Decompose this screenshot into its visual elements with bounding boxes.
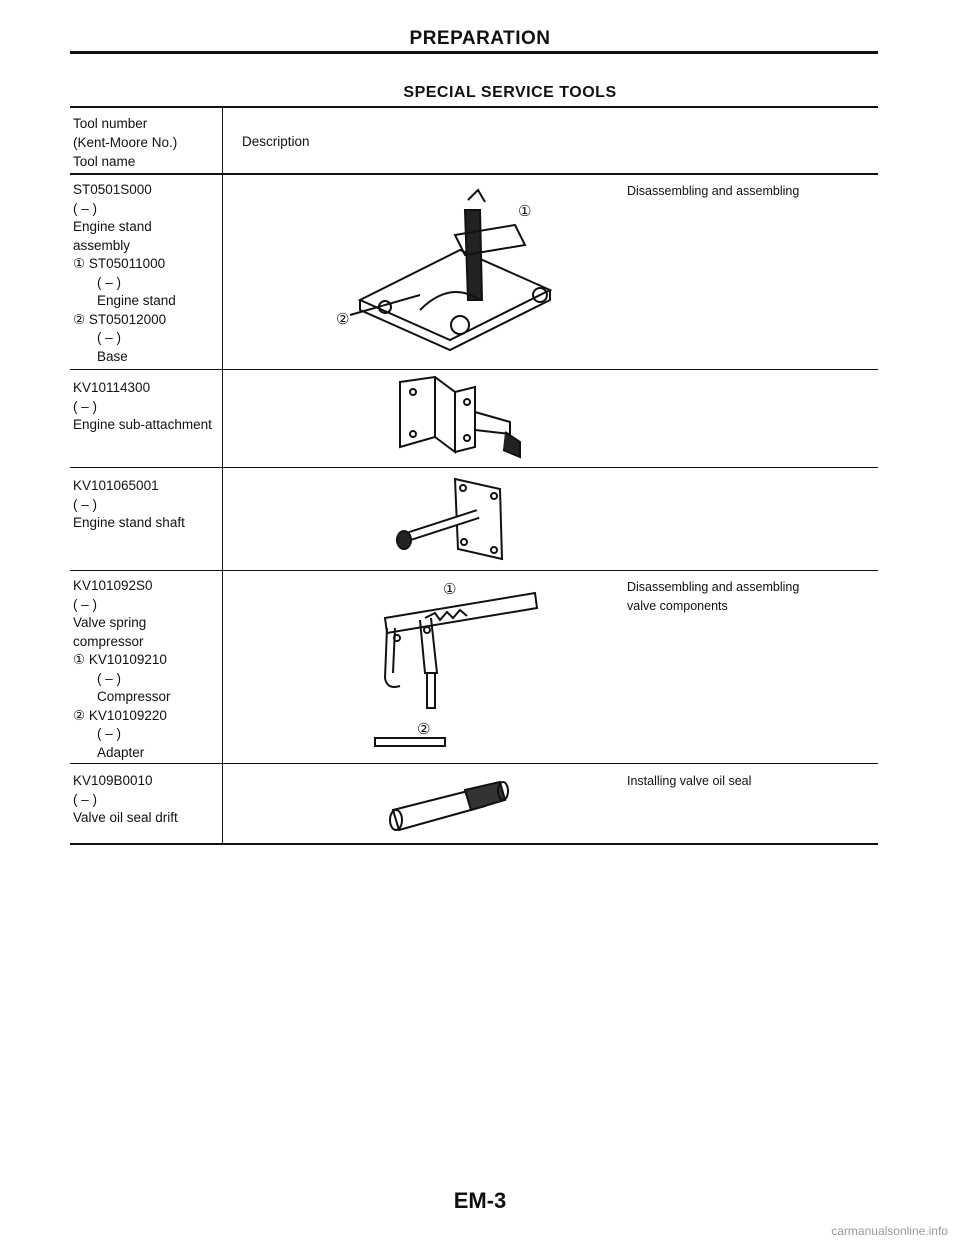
callout-1: ① [443,580,457,598]
kent-moore-number: ( – ) [73,596,98,612]
row-divider [70,467,878,468]
tool-name: compressor [73,633,144,649]
table-bottom-rule [70,843,878,845]
kent-moore-number: ( – ) [73,791,98,807]
valve-spring-compressor-illustration [365,578,545,748]
callout-2: ② [336,310,350,328]
callout-1: ① [518,202,532,220]
sub-tool-name: Adapter [97,744,145,760]
tool-name: Engine sub-attachment [73,417,212,432]
kent-moore-number: ( – ) [73,398,98,414]
tool-name: Valve spring [73,615,147,630]
description-text: Disassembling and assembling [627,184,800,198]
row-divider [70,570,878,571]
description-text [627,578,799,616]
kent-moore-number: ( – ) [73,200,98,216]
section-title: SPECIAL SERVICE TOOLS [403,84,617,101]
kent-moore-number: ( – ) [97,274,122,290]
description-line: valve components [627,599,728,613]
sub-tool-number: ② KV10109220 [73,707,167,723]
watermark: carmanualsonline.info [831,1224,948,1238]
kent-moore-number: ( – ) [97,726,122,741]
sub-attachment-illustration [395,372,535,462]
tool-name: Engine stand [73,219,152,234]
tool-number: ST0501S000 [73,182,152,197]
tool-number: KV10114300 [73,380,151,395]
tool-cell-engine-sub-attachment [73,379,212,435]
sub-tool-number: ① ST05011000 [73,256,166,271]
sub-tool-name: Compressor [97,689,171,704]
sub-tool-name: Base [97,348,128,364]
sub-tool-number: ① KV10109210 [73,652,167,667]
tool-cell-valve-oil-seal-drift [73,772,178,828]
header-rule [70,173,878,175]
kent-moore-number: ( – ) [97,330,122,345]
column-header-tool [73,114,177,171]
row-divider [70,763,878,764]
page-number: EM-3 [453,1188,507,1213]
title-rule [70,51,878,54]
header-tool-name: Tool name [73,154,136,169]
tool-name: Valve oil seal drift [73,810,178,825]
row-divider [70,369,878,370]
engine-stand-illustration [300,190,560,360]
tool-number: KV101065001 [73,478,159,493]
tool-name: assembly [73,237,131,253]
callout-2: ② [417,720,431,738]
column-divider [222,106,223,844]
sub-tool-name: Engine stand [97,293,176,308]
header-kent-moore: (Kent-Moore No.) [73,135,178,150]
tool-cell-engine-stand-shaft [73,477,185,533]
stand-shaft-illustration [390,474,520,564]
sub-tool-number: ② ST05012000 [73,311,167,327]
description-text: Installing valve oil seal [627,774,752,788]
kent-moore-number: ( – ) [97,670,122,686]
tool-name: Engine stand shaft [73,515,185,530]
tool-cell-engine-stand-assembly [73,181,176,366]
tool-number: KV101092S0 [73,578,153,593]
tool-number: KV109B0010 [73,773,153,788]
column-header-description: Description [242,134,310,149]
description-line: Disassembling and assembling [627,580,800,594]
tool-cell-valve-spring-compressor [73,577,171,762]
kent-moore-number: ( – ) [73,496,98,512]
oil-seal-drift-illustration [385,778,515,833]
table-top-rule [70,106,878,108]
page-title: PREPARATION [409,28,551,49]
header-tool-number: Tool number [73,116,148,131]
